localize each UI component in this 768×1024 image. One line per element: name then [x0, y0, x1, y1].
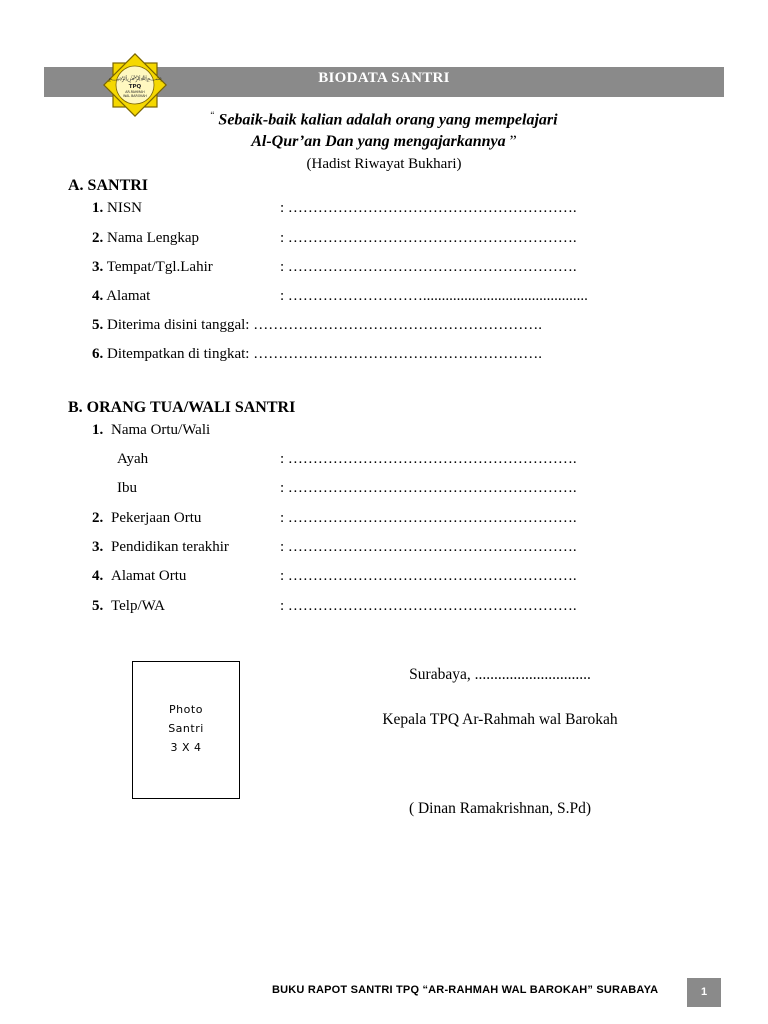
field-label: Pekerjaan Ortu [111, 510, 202, 526]
logo-text-3: WAL BAROKAH [123, 94, 147, 98]
field-nisn [92, 200, 142, 217]
field-alamat [92, 288, 150, 305]
field-number: 1. [92, 200, 104, 216]
field-colon: : [280, 598, 285, 614]
field-number: 5. [92, 598, 104, 614]
section-b-title: B. ORANG TUA/WALI SANTRI [68, 399, 296, 416]
photo-label-3: 3 X 4 [170, 741, 202, 754]
photo-label-1: Photo [169, 703, 203, 716]
quote-close-mark: ” [505, 133, 517, 150]
field-dots: …………………………………………………. [287, 480, 577, 496]
field-colon: : [280, 539, 285, 555]
field-alamat-ortu [92, 568, 186, 585]
field-dots: …………………………………………………. [287, 451, 577, 467]
field-dots: …………………………………………………. [287, 539, 577, 555]
field-dots: …………………………………………………. [287, 510, 577, 526]
field-colon: : [280, 259, 285, 275]
field-ibu [117, 480, 137, 497]
field-tempat-tgl-lahir-value[interactable] [280, 259, 577, 276]
field-colon: : [280, 451, 285, 467]
field-colon: : [280, 480, 285, 496]
field-telp-wa [92, 598, 165, 615]
field-dots: …………………………………………………. [287, 568, 577, 584]
field-number: 3. [92, 539, 104, 555]
field-number: 6. [92, 346, 104, 362]
field-ibu-value[interactable] [280, 480, 577, 497]
quote-source: (Hadist Riwayat Bukhari) [306, 156, 462, 172]
field-label: Alamat [106, 288, 151, 304]
field-pekerjaan-ortu-value[interactable] [280, 510, 577, 527]
signature-name: ( Dinan Ramakrishnan, S.Pd) [408, 800, 592, 817]
field-alamat-value[interactable] [280, 288, 588, 305]
field-label: Telp/WA [111, 598, 165, 614]
field-number: 1. [92, 422, 104, 438]
quote-line-2 [0, 133, 768, 151]
field-colon: : [280, 510, 285, 526]
svg-text:﷽: ﷽ [108, 74, 162, 82]
page-number: 1 [687, 978, 721, 1007]
field-nama-ortu-wali [92, 422, 210, 439]
field-number: 3. [92, 259, 104, 275]
field-label: Tempat/Tgl.Lahir [106, 259, 213, 275]
tpq-logo [102, 52, 168, 118]
footer-text: BUKU RAPOT SANTRI TPQ “AR-RAHMAH WAL BAROKAH” SURABAYA [272, 984, 659, 996]
field-dots: …………………………………………………. [287, 230, 577, 246]
field-pendidikan-terakhir [92, 539, 229, 556]
field-label: Nama Lengkap [107, 230, 200, 246]
field-pendidikan-terakhir-value[interactable] [280, 539, 577, 556]
field-label: Ayah [117, 451, 149, 467]
field-telp-wa-value[interactable] [280, 598, 577, 615]
field-dots: …………………………………………………. [287, 598, 577, 614]
signature-place-date: Surabaya, .............................. [409, 666, 591, 683]
field-nisn-value[interactable] [280, 200, 577, 217]
field-dots: ………………………............................................ [287, 288, 588, 304]
field-number: 2. [92, 230, 104, 246]
field-dots[interactable]: …………………………………………………. [253, 346, 542, 362]
section-a-title: A. SANTRI [68, 177, 149, 194]
field-diterima-tanggal [92, 317, 542, 334]
field-nama-lengkap [92, 230, 199, 247]
quote-text-2: Al-Qur’an Dan yang mengajarkannya [251, 133, 506, 150]
field-colon: : [280, 230, 285, 246]
field-ayah-value[interactable] [280, 451, 577, 468]
field-label: Alamat Ortu [111, 568, 187, 584]
field-number: 4. [92, 288, 104, 304]
field-pekerjaan-ortu [92, 510, 201, 527]
field-number: 4. [92, 568, 104, 584]
photo-label-2: Santri [168, 722, 204, 735]
field-label: Pendidikan terakhir [111, 539, 229, 555]
field-dots[interactable]: …………………………………………………. [253, 317, 542, 333]
field-label: NISN [107, 200, 143, 216]
field-tempat-tgl-lahir [92, 259, 213, 276]
field-colon: : [280, 288, 285, 304]
field-colon: : [280, 568, 285, 584]
field-number: 2. [92, 510, 104, 526]
field-dots: …………………………………………………. [287, 200, 577, 216]
field-label: Diterima disini tanggal: [107, 317, 250, 333]
field-ayah [117, 451, 148, 468]
quote-open-mark: “ [210, 110, 215, 120]
quote-text-1: Sebaik-baik kalian adalah orang yang mempelajari [218, 111, 558, 129]
page-title: BIODATA SANTRI [318, 70, 450, 86]
quote-line-1 [0, 110, 768, 129]
field-number: 5. [92, 317, 104, 333]
field-label: Nama Ortu/Wali [111, 422, 211, 438]
field-ditempatkan-tingkat [92, 346, 542, 363]
field-dots: …………………………………………………. [287, 259, 577, 275]
field-nama-lengkap-value[interactable] [280, 230, 577, 247]
field-colon: : [280, 200, 285, 216]
field-label: Ibu [117, 480, 137, 496]
photo-placeholder[interactable] [132, 661, 240, 799]
logo-text-2: AR-RAHMAH [125, 90, 145, 94]
signature-position: Kepala TPQ Ar-Rahmah wal Barokah [382, 711, 618, 728]
field-alamat-ortu-value[interactable] [280, 568, 577, 585]
field-label: Ditempatkan di tingkat: [107, 346, 250, 362]
logo-text-1: TPQ [128, 84, 142, 90]
